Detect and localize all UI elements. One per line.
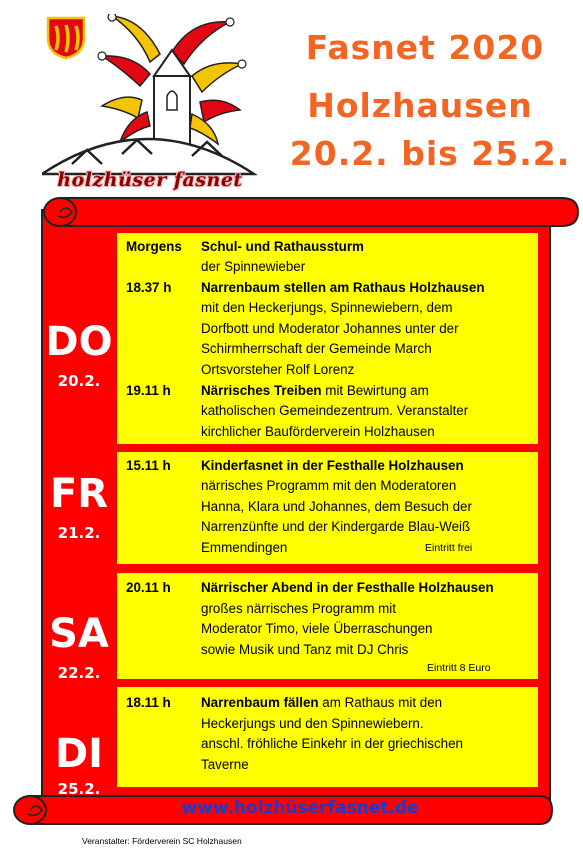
schedule-block-di xyxy=(117,687,538,787)
event-time: 18.11 h xyxy=(126,695,171,710)
event-title: Närrisches Treiben mit Bewirtung am xyxy=(201,383,429,398)
event-line: katholischen Gemeindezentrum. Veranstalter xyxy=(201,403,469,418)
date-label-di: 25.2. xyxy=(57,780,101,798)
event-line: anschl. fröhliche Einkehr in der griechischen xyxy=(201,736,464,751)
event-line: der Spinnewieber xyxy=(201,259,306,274)
event-line: Taverne xyxy=(201,757,249,772)
event-title: Schul- und Rathaussturm xyxy=(201,239,364,254)
day-label-di: DI xyxy=(54,731,104,777)
event-line: Schirmherrschaft der Gemeinde March xyxy=(201,341,432,356)
title-line-1: Fasnet 2020 xyxy=(305,28,545,67)
date-label-fr: 21.2. xyxy=(57,524,101,542)
event-time: Morgens xyxy=(126,239,182,254)
day-label-fr: FR xyxy=(49,471,109,517)
title-line-2: Holzhausen xyxy=(307,86,533,125)
entry-note: Eintritt frei xyxy=(425,542,473,554)
date-label-sa: 22.2. xyxy=(57,664,101,682)
date-label-do: 20.2. xyxy=(57,372,101,390)
event-line: kirchlicher Bauförderverein Holzhausen xyxy=(201,424,435,439)
event-line: närrisches Programm mit den Moderatoren xyxy=(201,478,457,493)
day-label-sa: SA xyxy=(49,611,109,657)
event-title: Närrischer Abend in der Festhalle Holzhausen xyxy=(201,580,494,595)
event-line: sowie Musik und Tanz mit DJ Chris xyxy=(201,642,409,657)
event-time: 20.11 h xyxy=(126,580,171,595)
event-time: 15.11 h xyxy=(126,458,171,473)
schedule-block-fr xyxy=(117,452,538,564)
event-time: 18.37 h xyxy=(126,280,172,295)
logo-text: holzhüser fasnet xyxy=(57,169,243,191)
organizer-note: Veranstalter: Förderverein SC Holzhausen xyxy=(82,836,242,846)
event-title: Narrenbaum fällen am Rathaus mit den xyxy=(201,695,443,710)
event-line: großes närrisches Programm mit xyxy=(201,601,396,616)
event-line: Ortsvorsteher Rolf Lorenz xyxy=(201,362,355,377)
event-line: Narrenzünfte und der Kindergarde Blau-Weiß xyxy=(201,519,471,534)
event-title: Kinderfasnet in der Festhalle Holzhausen xyxy=(201,458,464,473)
event-line: Emmendingen xyxy=(201,540,288,555)
entry-note: Eintritt 8 Euro xyxy=(427,662,491,674)
title-line-3: 20.2. bis 25.2. xyxy=(289,134,571,173)
event-line: Heckerjungs und den Spinnewiebern. xyxy=(201,716,424,731)
event-time: 19.11 h xyxy=(126,383,171,398)
website-link[interactable]: www.holzhüserfasnet.de xyxy=(181,798,419,818)
jester-logo-icon xyxy=(42,14,257,194)
event-line: Dorfbott und Moderator Johannes unter der xyxy=(201,321,459,336)
schedule-block-do xyxy=(117,233,538,444)
event-line: Hanna, Klara und Johannes, dem Besuch der xyxy=(201,499,472,514)
event-line: Moderator Timo, viele Überraschungen xyxy=(201,621,433,636)
day-label-do: DO xyxy=(45,319,113,365)
event-title: Narrenbaum stellen am Rathaus Holzhausen xyxy=(201,280,485,295)
event-line: mit den Heckerjungs, Spinnewiebern, dem xyxy=(201,300,453,315)
schedule-block-sa xyxy=(117,573,538,679)
